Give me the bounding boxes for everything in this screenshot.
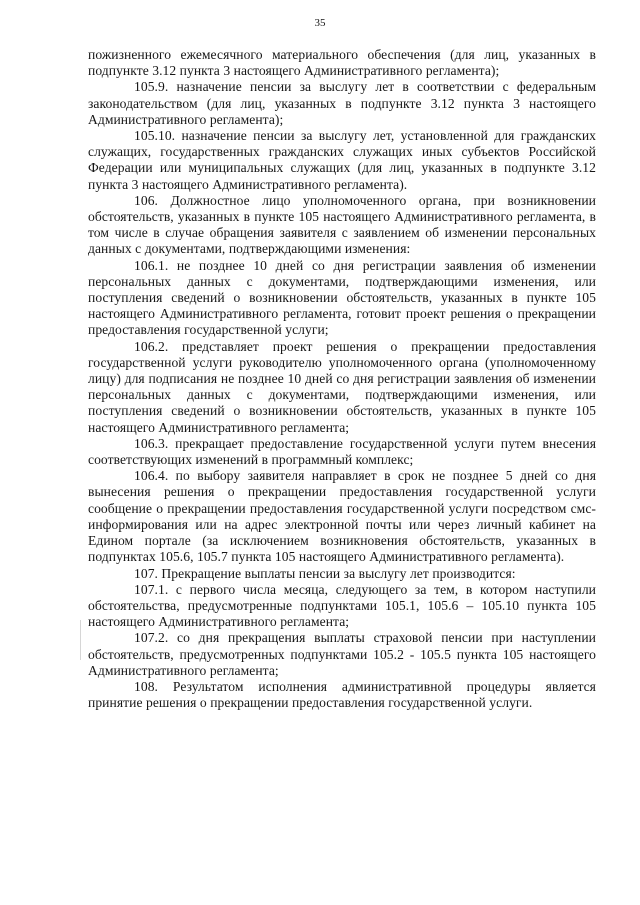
paragraph-106-1: 106.1. не позднее 10 дней со дня регистрации заявления об изменении персональных данных с документами, подтверждающими изменения, или поступления сведений о возникновении обстоятельств, указанных в пункте 105 настоящего Административного регламента, готовит проект решения о прекращении предоставления государственной услуги; [88, 257, 596, 338]
page-number: 35 [314, 17, 326, 29]
paragraph-106-3: 106.3. прекращает предоставление государственной услуги путем внесения соответствующих изменений в программный комплекс; [88, 435, 596, 468]
document-body [88, 47, 596, 711]
paragraph-107-2: 107.2. со дня прекращения выплаты страховой пенсии при наступлении обстоятельств, предусмотренных подпунктами 105.2 - 105.5 пункта 105 настоящего Административного регламента; [88, 630, 596, 678]
paragraph-106: 106. Должностное лицо уполномоченного органа, при возникновении обстоятельств, указанных в пункте 105 настоящего Административного регламента, в том числе в случае обращения заявителя с заявлением об изменении персональных данных с документами, подтверждающими изменения: [88, 192, 596, 257]
paragraph-106-4: 106.4. по выбору заявителя направляет в срок не позднее 5 дней со дня вынесения решения о прекращении предоставления государственной услуги сообщение о прекращении предоставления государственной услуги посредством смс-информирования или на адрес электронной почты или через личный кабинет на Едином портале (за исключением возникновения обстоятельств, указанных в подпунктах 105.6, 105.7 пункта 105 настоящего Административного регламента). [88, 468, 596, 565]
scan-artifact-line [80, 620, 81, 660]
paragraph-105-9: 105.9. назначение пенсии за выслугу лет в соответствии с федеральным законодательством (для лиц, указанных в подпункте 3.12 пункта 3 настоящего Административного регламента); [88, 79, 596, 127]
paragraph-107: 107. Прекращение выплаты пенсии за выслугу лет производится: [134, 565, 516, 581]
paragraph-108: 108. Результатом исполнения административной процедуры является принятие решения о прекращении предоставления государственной услуги. [88, 678, 596, 711]
paragraph-106-2: 106.2. представляет проект решения о прекращении предоставления государственной услуги руководителю уполномоченного органа (уполномоченному лицу) для подписания не позднее 10 дней со дня регистрации заявления об изменении персональных данных с документами, подтверждающими изменения, или поступления сведений о возникновении обстоятельств, указанных в пункте 105 настоящего Административного регламента; [88, 338, 596, 435]
paragraph-105-10: 105.10. назначение пенсии за выслугу лет, установленной для гражданских служащих, государственных гражданских служащих иных субъектов Российской Федерации или муниципальных служащих (для лиц, указанных в подпункте 3.12 пункта 3 настоящего Административного регламента). [88, 128, 596, 192]
paragraph-continuation: пожизненного ежемесячного материального обеспечения (для лиц, указанных в подпункте 3.12 пункта 3 настоящего Административного регламента); [88, 47, 596, 79]
paragraph-107-1: 107.1. с первого числа месяца, следующего за тем, в котором наступили обстоятельства, предусмотренные подпунктами 105.1, 105.6 – 105.10 пункта 105 настоящего Административного регламента; [88, 581, 596, 630]
